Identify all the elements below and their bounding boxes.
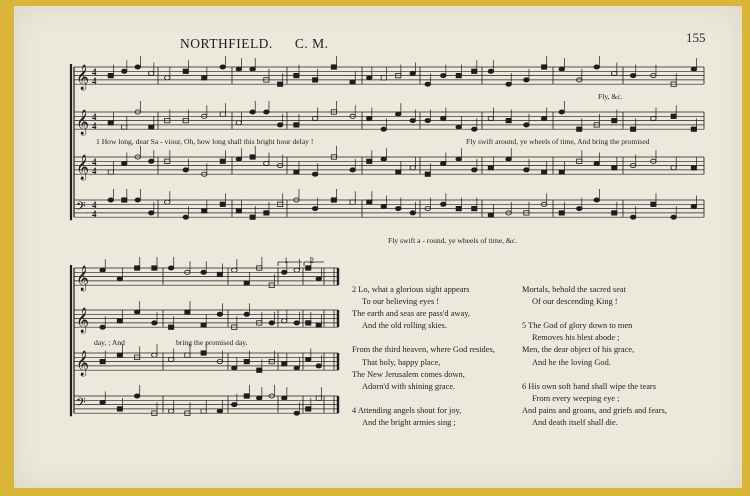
note-head bbox=[135, 266, 140, 270]
note-head bbox=[164, 76, 170, 80]
note-head bbox=[559, 67, 565, 71]
note-head bbox=[559, 170, 564, 174]
note-head bbox=[100, 359, 105, 363]
note-head bbox=[524, 168, 530, 172]
note-head bbox=[250, 155, 255, 159]
note-head bbox=[506, 157, 512, 161]
note-head bbox=[542, 65, 547, 69]
note-head bbox=[244, 312, 250, 316]
note-head bbox=[691, 67, 697, 71]
note-head bbox=[264, 211, 269, 215]
note-head bbox=[524, 123, 530, 127]
note-head bbox=[594, 65, 600, 69]
note-head bbox=[312, 172, 318, 176]
note-head bbox=[396, 170, 401, 174]
bass-clef: 𝄢 bbox=[76, 199, 86, 217]
time-signature-bottom: 4 bbox=[92, 209, 97, 219]
note-head bbox=[306, 266, 311, 270]
note-head bbox=[506, 82, 512, 86]
note-head bbox=[381, 127, 387, 131]
note-head bbox=[440, 116, 446, 120]
verse-line bbox=[522, 369, 667, 381]
note-head bbox=[350, 200, 355, 204]
note-head bbox=[168, 266, 174, 270]
verses-column-2 bbox=[522, 284, 667, 429]
note-head bbox=[121, 161, 127, 165]
note-head bbox=[456, 125, 462, 129]
time-signature-top: 4 bbox=[92, 112, 97, 122]
note-head bbox=[671, 114, 676, 118]
note-head bbox=[316, 396, 321, 400]
note-head bbox=[456, 73, 461, 77]
note-head bbox=[217, 272, 222, 276]
page-number: 155 bbox=[686, 30, 706, 45]
note-head bbox=[559, 211, 564, 215]
note-head bbox=[117, 353, 122, 357]
note-head bbox=[185, 310, 190, 314]
bass-clef: 𝄢 bbox=[76, 395, 86, 413]
note-head bbox=[576, 207, 582, 211]
note-head bbox=[306, 407, 311, 411]
note-head bbox=[381, 76, 386, 80]
note-head bbox=[100, 325, 106, 329]
lyric-line-1b: Fly swift around, ye wheels of time, And bring the promised bbox=[466, 137, 650, 146]
note-head bbox=[278, 82, 283, 86]
note-head bbox=[201, 323, 206, 327]
time-signature-top: 4 bbox=[92, 200, 97, 210]
verse-line: 2 Lo, what a glorious sight appears bbox=[352, 285, 470, 294]
lyric-bass-line: Fly swift a - round, ye wheels of time, &c. bbox=[388, 236, 518, 245]
treble-clef: 𝄞 bbox=[76, 266, 90, 291]
time-signature-bottom: 4 bbox=[92, 121, 97, 131]
verse-line bbox=[352, 393, 495, 405]
note-head bbox=[691, 166, 696, 170]
fly-annotation: Fly, &c. bbox=[598, 92, 623, 101]
verse-line: 6 His own soft hand shall wipe the tears bbox=[522, 381, 656, 391]
note-head bbox=[506, 118, 511, 122]
note-head bbox=[108, 198, 114, 202]
note-head bbox=[651, 116, 657, 120]
treble-clef: 𝄞 bbox=[76, 155, 90, 180]
note-head bbox=[183, 69, 188, 73]
verse-line: Mortals, behold the sacred seat bbox=[522, 285, 626, 294]
note-head bbox=[410, 211, 416, 215]
note-head bbox=[244, 359, 249, 363]
verse-line: And the bright armies sing ; bbox=[362, 418, 456, 428]
note-head bbox=[612, 118, 617, 122]
note-head bbox=[168, 409, 174, 413]
verse-line: Of our descending King ! bbox=[532, 297, 618, 307]
note-head bbox=[294, 321, 300, 325]
verse-line: And death itself shall die. bbox=[532, 418, 618, 428]
note-head bbox=[366, 76, 372, 80]
note-head bbox=[264, 110, 270, 114]
verse-line: And the old rolling skies. bbox=[362, 321, 447, 331]
verse-line: From every weeping eye ; bbox=[532, 393, 620, 403]
note-head bbox=[350, 168, 356, 172]
note-head bbox=[135, 198, 141, 202]
note-head bbox=[183, 168, 189, 172]
treble-clef: 𝄞 bbox=[76, 308, 90, 333]
note-head bbox=[524, 78, 530, 82]
note-head bbox=[169, 325, 174, 329]
note-head bbox=[148, 159, 154, 163]
note-head bbox=[281, 270, 287, 274]
note-head bbox=[220, 112, 225, 116]
note-head bbox=[183, 215, 189, 219]
note-head bbox=[244, 394, 249, 398]
note-head bbox=[236, 121, 242, 125]
note-head bbox=[134, 394, 140, 398]
note-head bbox=[217, 312, 223, 316]
note-head bbox=[577, 127, 582, 131]
note-head bbox=[148, 71, 154, 75]
note-head bbox=[542, 170, 547, 174]
note-head bbox=[611, 71, 617, 75]
lyric-line-1a: 1 How long, dear Sa - viour, Oh, how long shall this bright hour delay ! bbox=[96, 137, 314, 146]
note-head bbox=[472, 69, 477, 73]
note-head bbox=[366, 116, 372, 120]
note-head bbox=[294, 268, 300, 272]
note-head bbox=[630, 215, 636, 219]
verse-line: And he the loving God. bbox=[532, 357, 611, 367]
note-head bbox=[316, 277, 322, 281]
note-head bbox=[472, 206, 477, 210]
note-head bbox=[440, 74, 446, 78]
note-head bbox=[350, 80, 355, 84]
note-head bbox=[488, 213, 493, 217]
note-head bbox=[201, 270, 207, 274]
verse-line: To our believing eyes ! bbox=[362, 297, 440, 307]
note-head bbox=[691, 204, 697, 208]
note-head bbox=[148, 211, 154, 215]
note-head bbox=[313, 78, 318, 82]
verse-line: The earth and seas are pass'd away, bbox=[352, 309, 470, 319]
note-head bbox=[269, 321, 275, 325]
note-head bbox=[691, 127, 696, 131]
note-head bbox=[612, 166, 617, 170]
note-head bbox=[410, 166, 416, 170]
note-head bbox=[152, 321, 158, 325]
note-head bbox=[282, 362, 287, 366]
note-head bbox=[294, 123, 299, 127]
note-head bbox=[305, 357, 311, 361]
note-head bbox=[312, 116, 318, 120]
note-head bbox=[381, 157, 387, 161]
note-head bbox=[651, 202, 656, 206]
note-head bbox=[134, 310, 140, 314]
lyric-line-2b: bring the promised day. bbox=[176, 338, 248, 347]
note-head bbox=[164, 200, 170, 204]
note-head bbox=[135, 65, 141, 69]
note-head bbox=[244, 281, 249, 285]
note-head bbox=[440, 202, 446, 206]
note-head bbox=[117, 407, 122, 411]
first-ending-bracket bbox=[278, 262, 302, 266]
note-head bbox=[236, 157, 242, 161]
note-head bbox=[594, 161, 600, 165]
note-head bbox=[559, 110, 565, 114]
note-head bbox=[231, 268, 237, 272]
note-head bbox=[316, 323, 321, 327]
note-head bbox=[220, 65, 226, 69]
note-head bbox=[152, 353, 158, 357]
note-head bbox=[367, 200, 372, 204]
note-head bbox=[294, 366, 300, 370]
note-head bbox=[257, 368, 262, 372]
verse-line: Adorn'd with shining grace. bbox=[362, 381, 456, 391]
note-head bbox=[231, 403, 237, 407]
note-head bbox=[331, 198, 336, 202]
note-head bbox=[220, 159, 225, 163]
note-head bbox=[281, 319, 287, 323]
ending-second-label: 2 bbox=[310, 256, 314, 265]
lyric-line-2a: day, ; And bbox=[94, 338, 125, 347]
note-head bbox=[108, 170, 113, 174]
note-head bbox=[410, 119, 416, 123]
note-head bbox=[410, 71, 416, 75]
note-head bbox=[425, 119, 431, 123]
note-head bbox=[220, 202, 225, 206]
note-head bbox=[185, 353, 190, 357]
note-head bbox=[471, 127, 477, 131]
note-head bbox=[250, 67, 256, 71]
verse-line bbox=[352, 332, 495, 344]
note-head bbox=[100, 268, 106, 272]
verse-line: Removes his blest abode ; bbox=[532, 333, 620, 343]
time-signature-top: 4 bbox=[92, 67, 97, 77]
note-head bbox=[488, 69, 494, 73]
note-head bbox=[117, 277, 123, 281]
time-signature-top: 4 bbox=[92, 157, 97, 167]
note-head bbox=[250, 215, 255, 219]
note-head bbox=[281, 396, 287, 400]
note-head bbox=[250, 110, 256, 114]
note-head bbox=[425, 82, 431, 86]
second-ending-bracket bbox=[304, 262, 324, 266]
note-head bbox=[256, 396, 262, 400]
note-head bbox=[201, 351, 206, 355]
note-head bbox=[488, 166, 493, 170]
note-head bbox=[671, 215, 677, 219]
note-head bbox=[100, 400, 106, 404]
note-head bbox=[456, 157, 462, 161]
verse-line: And pains and groans, and griefs and fears, bbox=[522, 405, 667, 415]
note-head bbox=[168, 357, 174, 361]
note-head bbox=[425, 172, 430, 176]
note-head bbox=[541, 116, 547, 120]
note-head bbox=[294, 411, 300, 415]
note-head bbox=[202, 209, 207, 213]
verse-line: From the third heaven, where God resides, bbox=[352, 345, 495, 355]
time-signature-bottom: 4 bbox=[92, 76, 97, 86]
verse-line: 5 The God of glory down to men bbox=[522, 321, 633, 331]
note-head bbox=[122, 125, 127, 129]
note-head bbox=[306, 321, 311, 325]
note-head bbox=[277, 123, 283, 127]
note-head bbox=[594, 198, 600, 202]
note-head bbox=[331, 65, 336, 69]
note-head bbox=[264, 161, 270, 165]
note-head bbox=[294, 73, 299, 77]
note-head bbox=[395, 112, 401, 116]
note-head bbox=[312, 207, 318, 211]
note-head bbox=[117, 319, 122, 323]
note-head bbox=[202, 76, 207, 80]
treble-clef: 𝄞 bbox=[76, 110, 90, 135]
note-head bbox=[456, 206, 461, 210]
note-head bbox=[217, 409, 223, 413]
note-head bbox=[367, 159, 372, 163]
note-head bbox=[231, 366, 237, 370]
verses-column-1 bbox=[352, 284, 495, 429]
hymn-meter: C. M. bbox=[294, 36, 329, 51]
verse-line bbox=[522, 308, 667, 320]
hymn-name: NORTHFIELD. bbox=[180, 36, 273, 51]
note-head bbox=[395, 207, 401, 211]
note-head bbox=[108, 121, 113, 125]
note-head bbox=[316, 364, 322, 368]
note-head bbox=[236, 67, 242, 71]
note-head bbox=[440, 161, 446, 165]
verse-line: 4 Attending angels shout for joy, bbox=[352, 405, 462, 415]
note-head bbox=[381, 204, 387, 208]
note-head bbox=[122, 198, 127, 202]
note-head bbox=[152, 266, 157, 270]
note-head bbox=[631, 127, 636, 131]
note-head bbox=[488, 116, 494, 120]
treble-clef: 𝄞 bbox=[76, 351, 90, 376]
treble-clef: 𝄞 bbox=[76, 65, 90, 90]
ending-first-label: 1 bbox=[284, 256, 288, 265]
note-head bbox=[294, 170, 299, 174]
note-head bbox=[630, 74, 636, 78]
note-head bbox=[121, 69, 127, 73]
verse-line: Men, the dear object of his grace, bbox=[522, 345, 635, 355]
note-head bbox=[149, 125, 154, 129]
verse-line: The New Jerusalem comes down, bbox=[352, 369, 465, 379]
note-head bbox=[236, 209, 241, 213]
note-head bbox=[108, 73, 113, 77]
note-head bbox=[471, 168, 477, 172]
verse-line: That holy, happy place, bbox=[362, 357, 441, 367]
note-head bbox=[671, 166, 677, 170]
note-head bbox=[201, 409, 206, 413]
note-head bbox=[612, 211, 617, 215]
time-signature-bottom: 4 bbox=[92, 166, 97, 176]
